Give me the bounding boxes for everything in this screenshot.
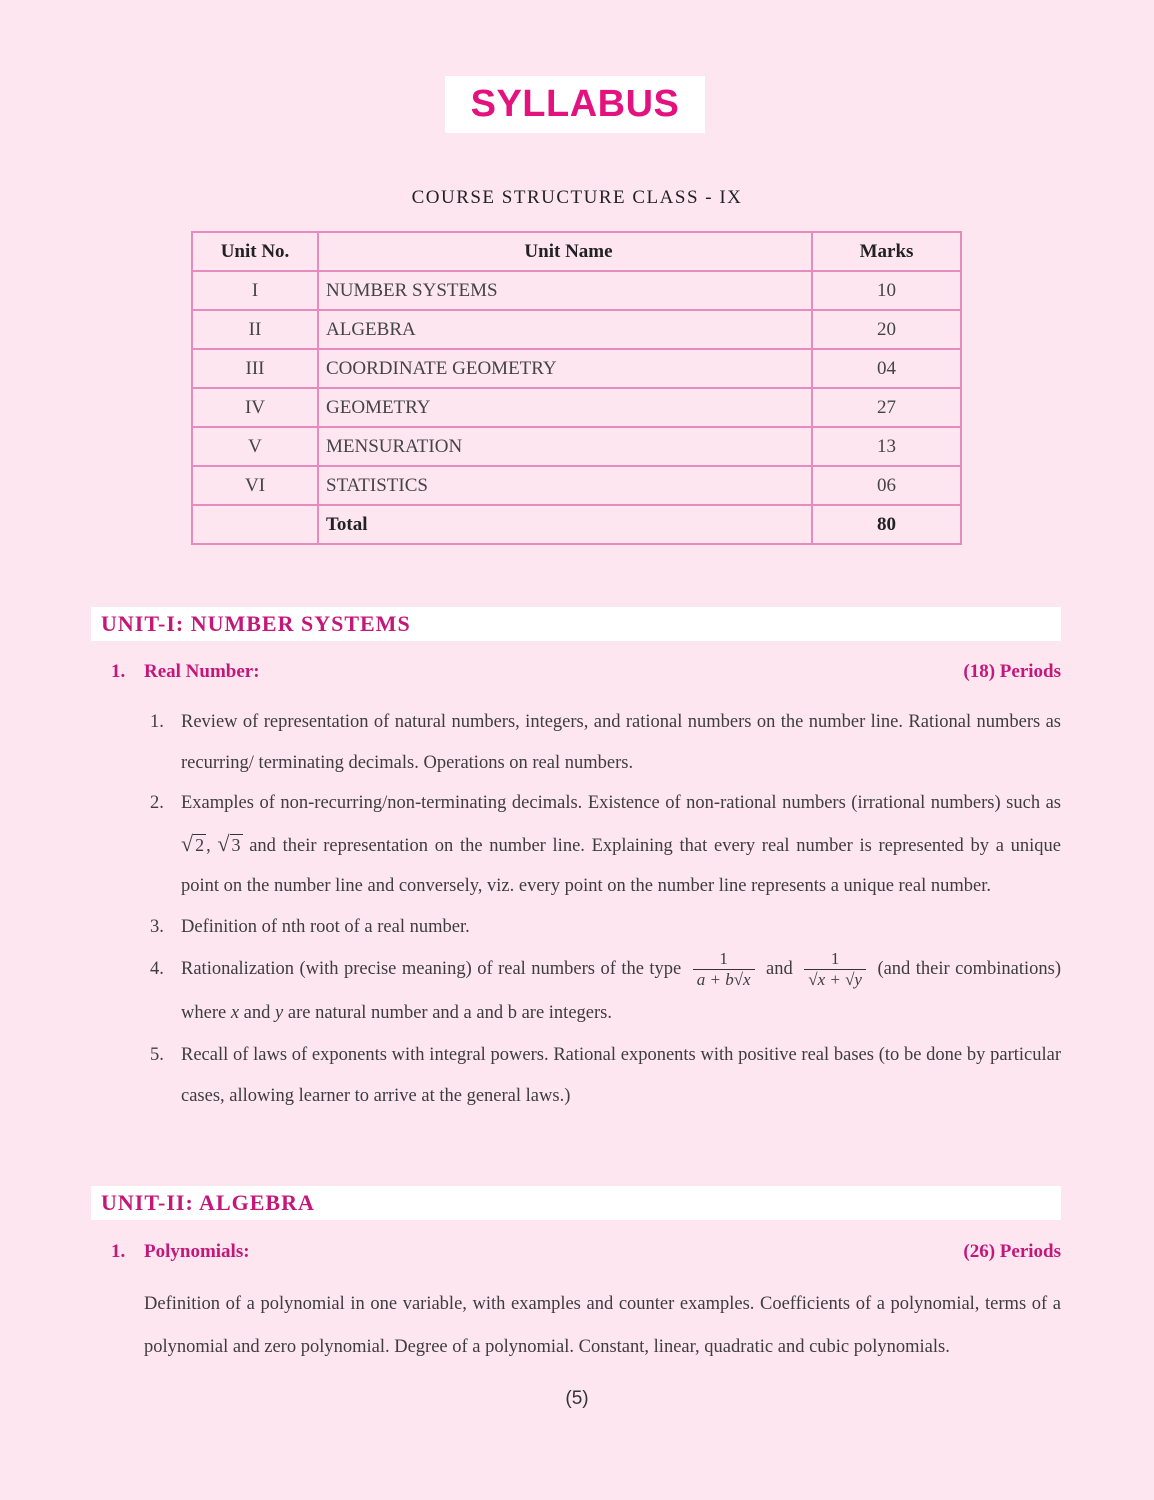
unit-no-cell: II [192,310,318,349]
marks-cell: 13 [812,427,961,466]
table-row [192,388,961,427]
unit-no-cell: IV [192,388,318,427]
table-header-row [192,232,961,271]
table-row [192,271,961,310]
topic-periods: (18) Periods [963,661,1061,682]
fraction-2: $\frac{1}{√x + √y}$ [804,949,866,990]
item-number: 3. [150,916,164,937]
item-number: 5. [150,1045,164,1065]
header-unit-no: Unit No. [192,232,318,271]
topic-number: 1. [111,661,126,682]
unit-1-item-list [150,702,1061,1116]
unit-name-cell: STATISTICS [318,466,812,505]
marks-cell: 20 [812,310,961,349]
item-text: and their representation on the number line. Explaining that every real number is represented by a unique point on the number line and conversely, viz. every point on the number line represents a unique real number. [181,835,1061,896]
radical-sign-icon: √ [181,830,194,856]
marks-cell: 04 [812,349,961,388]
unit-2-paragraph: Definition of a polynomial in one variable, with examples and counter examples. Coefficients of a polynomial, terms of a polynomial and zero polynomial. Degree of a polynomial. Constant, linear, quadratic and cubic polynomials. [144,1294,1061,1357]
unit-2-topic-row [111,1239,1061,1265]
unit-2-heading: UNIT-II: ALGEBRA [101,1190,315,1215]
total-marks-cell: 80 [812,505,961,544]
sqrt-2-expression: √ 2 [181,830,205,856]
table-row [192,466,961,505]
item-text: (and their combinations) where [181,959,1061,1023]
list-item [150,907,1061,948]
unit-1-heading: UNIT-I: NUMBER SYSTEMS [101,611,411,636]
topic-periods: (26) Periods [963,1241,1061,1262]
unit-name-cell: MENSURATION [318,427,812,466]
item-number: 4. [150,959,164,979]
unit-name-cell: NUMBER SYSTEMS [318,271,812,310]
topic-title: Real Number: [144,661,260,682]
unit-no-cell: III [192,349,318,388]
unit-name-cell: GEOMETRY [318,388,812,427]
marks-cell: 27 [812,388,961,427]
unit-name-cell: COORDINATE GEOMETRY [318,349,812,388]
item-text: Rationalization (with precise meaning) of real numbers of the type [181,959,682,979]
item-text: Definition of nth root of a real number. [181,916,470,937]
fraction-1: $\frac{1}{a + b√x}$ [693,949,755,990]
unit-no-cell: V [192,427,318,466]
item-text: Recall of laws of exponents with integral powers. Rational exponents with positive real bases (to be done by particular cases, allowing learner to arrive at the general laws.) [181,1045,1061,1106]
header-marks: Marks [812,232,961,271]
item-text: Examples of non-recurring/non-terminating decimals. Existence of non-rational numbers (irrational numbers) such as [181,793,1061,813]
unit-1-topic-row [111,659,1061,685]
item-text: Review of representation of natural numbers, integers, and rational numbers on the number line. Rational numbers as recurring/ terminating decimals. Operations on real numbers. [181,712,1061,773]
sqrt-3-expression: √ 3 [217,830,241,856]
page-number: (5) [565,1388,589,1409]
page-title: SYLLABUS [470,83,680,125]
table-total-row [192,505,961,544]
table-row [192,349,961,388]
marks-cell: 10 [812,271,961,310]
unit-no-cell: VI [192,466,318,505]
unit-2-heading-bar [91,1186,1061,1220]
item-number: 1. [150,712,164,732]
list-item: 4. Rationalization (with precise meaning) of real numbers of the type $\frac{1}{a + b√x}$ and $\frac{1}{√x + √y}$ (and their combinations) where x and y are natural number and a and b are integers. [150,947,1061,1035]
list-item [150,702,1061,783]
table-row [192,427,961,466]
topic-title: Polynomials: [144,1241,250,1262]
item-number: 2. [150,793,164,813]
title-box [445,76,705,133]
topic-heading [111,1241,250,1263]
radical-sign-icon: √ [217,830,230,856]
table-row [192,310,961,349]
unit-no-cell: I [192,271,318,310]
unit-1-heading-bar [91,607,1061,641]
item-text: are natural number and a and b are integers. [287,1003,612,1023]
course-heading: COURSE STRUCTURE CLASS - IX [411,187,743,208]
list-item [150,1035,1061,1116]
marks-cell: 06 [812,466,961,505]
topic-number: 1. [111,1241,126,1262]
header-unit-name: Unit Name [318,232,812,271]
topic-heading [111,661,260,683]
course-structure-table [191,231,962,545]
unit-name-cell: ALGEBRA [318,310,812,349]
list-item: 2. Examples of non-recurring/non-terminating decimals. Existence of non-rational numbers (irrational numbers) such as √ 2 , √ 3 and their representation on the number line. Explaining that every real number is represented by a unique point on the number line and conversely, viz. every point on the number line represents a unique real number. [150,783,1061,907]
total-empty-cell [192,505,318,544]
total-label-cell: Total [318,505,812,544]
